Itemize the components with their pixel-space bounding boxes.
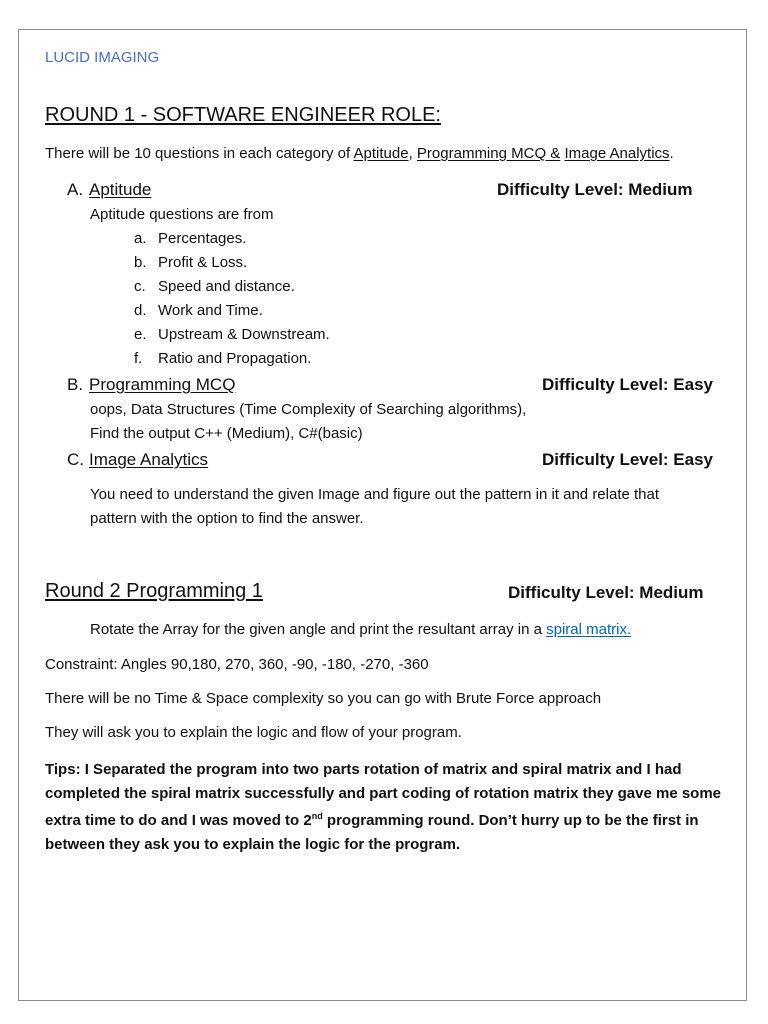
image-analytics-difficulty: Difficulty Level: Easy: [542, 450, 714, 469]
list-item: c. Speed and distance.: [134, 278, 295, 295]
section-aptitude-heading: A. Aptitude: [67, 180, 152, 199]
list-item: d. Work and Time.: [134, 302, 263, 319]
round2-constraint: Constraint: Angles 90,180, 270, 360, -90, -180, -270, -360: [45, 656, 429, 673]
round1-title: ROUND 1 - SOFTWARE ENGINEER ROLE:: [45, 104, 441, 126]
round2-tips: Tips: I Separated the program into two parts rotation of matrix and spiral matrix and I had completed the spiral matrix successfully and part coding of rotation matrix they gave me some extra time to do and I was moved to 2nd programming round. Don’t hurry up to be the first in between they ask you to explain the logic for the program.: [45, 761, 722, 853]
round2-difficulty: Difficulty Level: Medium: [508, 583, 704, 602]
round2-title: Round 2 Programming 1: [45, 580, 263, 602]
spiral-matrix-link[interactable]: spiral matrix.: [546, 621, 632, 638]
intro-aptitude: Aptitude: [353, 145, 409, 162]
aptitude-intro: Aptitude questions are from: [90, 206, 274, 223]
section-image-analytics-title: Image Analytics: [89, 450, 209, 469]
company-name: LUCID IMAGING: [45, 49, 160, 66]
intro-programming-mcq: Programming MCQ &: [416, 145, 561, 162]
list-item: a. Percentages.: [134, 230, 247, 247]
list-item: f. Ratio and Propagation.: [134, 350, 312, 367]
aptitude-difficulty: Difficulty Level: Medium: [497, 180, 693, 199]
round1-intro: There will be 10 questions in each category of Aptitude, Programming MCQ & Image Analytics.: [45, 145, 674, 162]
section-programming-mcq-heading: B. Programming MCQ: [67, 375, 236, 394]
section-image-analytics-heading: C. Image Analytics: [67, 450, 209, 469]
programming-mcq-line2: Find the output C++ (Medium), C#(basic): [90, 425, 363, 442]
section-aptitude-title: Aptitude: [89, 180, 152, 199]
programming-mcq-line1: oops, Data Structures (Time Complexity of Searching algorithms),: [90, 401, 527, 418]
section-programming-mcq-title: Programming MCQ: [89, 375, 236, 394]
image-analytics-line2: pattern with the option to find the answer.: [90, 510, 364, 527]
round2-task: Rotate the Array for the given angle and print the resultant array in a spiral matrix.: [90, 621, 632, 638]
round2-complexity: There will be no Time & Space complexity so you can go with Brute Force approach: [45, 690, 602, 707]
list-item: e. Upstream & Downstream.: [134, 326, 330, 343]
list-item: b. Profit & Loss.: [134, 254, 248, 271]
image-analytics-line1: You need to understand the given Image and figure out the pattern in it and relate that: [90, 486, 660, 503]
round2-explain: They will ask you to explain the logic and flow of your program.: [45, 724, 462, 741]
intro-image-analytics: Image Analytics: [564, 145, 670, 162]
programming-mcq-difficulty: Difficulty Level: Easy: [542, 375, 714, 394]
